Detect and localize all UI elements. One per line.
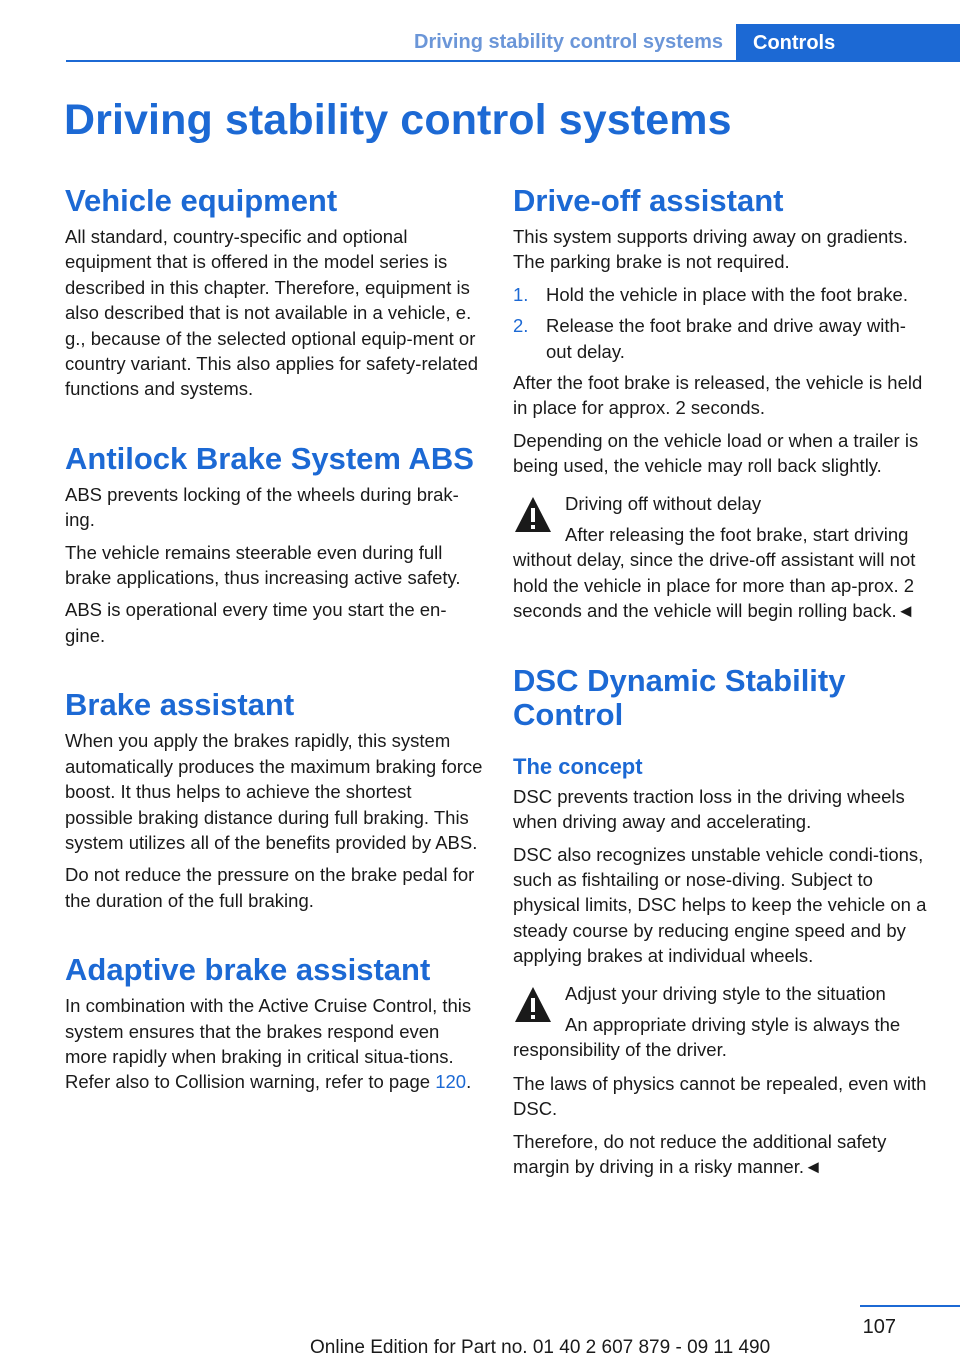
- heading-brake-assistant: Brake assistant: [65, 687, 295, 723]
- warning-drive-off: [513, 491, 931, 624]
- header-chapter-tab: Controls: [736, 24, 960, 62]
- header-section-title: Driving stability control systems: [414, 31, 723, 53]
- page-120-link[interactable]: 120: [435, 1071, 467, 1093]
- warning-triangle-icon: [513, 495, 553, 535]
- step-number: 2.: [513, 315, 529, 337]
- step-number: 1.: [513, 283, 529, 305]
- warning-text: After releasing the foot brake, start driving without delay, since the drive-off assistant will not hold the vehicle in place for more than ap-prox. 2 seconds and the vehicle will begin rolling back.◄: [513, 524, 916, 622]
- adaptive-brake-text-end: .: [466, 1071, 472, 1093]
- step-text: Release the foot brake and drive away with-out delay.: [546, 315, 906, 362]
- edition-footer: Online Edition for Part no. 01 40 2 607 879 - 09 11 490: [310, 1337, 771, 1358]
- warning-title: Adjust your driving style to the situation: [565, 982, 886, 1004]
- dsc-text-1: DSC prevents traction loss in the driving wheels when driving away and accelerating.: [513, 785, 905, 833]
- list-item: [513, 282, 931, 307]
- page-header: [66, 24, 960, 62]
- right-column: [513, 184, 931, 1186]
- heading-drive-off-assistant: Drive-off assistant: [513, 183, 784, 218]
- brake-assistant-text-2: Do not reduce the pressure on the brake pedal for the duration of the full braking.: [65, 864, 475, 911]
- warning-text: An appropriate driving style is always the responsibility of the driver.: [513, 1013, 901, 1061]
- step-text: Hold the vehicle in place with the foot brake.: [546, 283, 908, 305]
- vehicle-equipment-text: All standard, country-specific and optional equipment that is offered in the model series is described in this chapter. Therefore, equipment is also described that is not available in a vehicle, e. g., because of the selected optional equip-ment or country variant. This also applies for safety-related functions and systems.: [65, 226, 479, 400]
- footer-rule: [860, 1305, 960, 1307]
- drive-off-text-3: Depending on the vehicle load or when a trailer is being used, the vehicle may roll back slightly.: [513, 429, 919, 477]
- adaptive-brake-text-body: In combination with the Active Cruise Control, this system ensures that the brakes respond even more rapidly when braking in critical situa-tions. Refer also to Collision warning, refer to page: [65, 995, 472, 1093]
- adaptive-brake-text: [65, 993, 483, 1095]
- heading-abs: Antilock Brake System ABS: [65, 440, 474, 476]
- warning-triangle-icon: [513, 985, 553, 1025]
- dsc-text-2: DSC also recognizes unstable vehicle condi-tions, such as fishtailing or nose-diving. Subject to physical limits, DSC helps to keep the vehicle on a steady course by reducing engine speed and by applying brakes at individual wheels.: [513, 843, 927, 967]
- list-item: [513, 313, 931, 364]
- drive-off-text-1: This system supports driving away on gradients. The parking brake is not required.: [513, 226, 908, 273]
- abs-text-2: The vehicle remains steerable even during full brake applications, thus increasing active safety.: [65, 541, 461, 589]
- drive-off-steps: [513, 282, 931, 364]
- page-title: Driving stability control systems: [64, 96, 732, 144]
- warning-driving-style: [513, 981, 931, 1063]
- heading-adaptive-brake-assistant: Adaptive brake assistant: [65, 952, 431, 988]
- header-rule: [66, 60, 960, 62]
- heading-vehicle-equipment: Vehicle equipment: [65, 183, 338, 218]
- dsc-text-4: Therefore, do not reduce the additional safety margin by driving in a risky manner.◄: [513, 1130, 887, 1177]
- drive-off-text-2: After the foot brake is released, the vehicle is held in place for approx. 2 seconds.: [513, 372, 923, 419]
- left-column: [65, 184, 483, 1102]
- subheading-the-concept: The concept: [513, 753, 643, 779]
- heading-dsc: DSC Dynamic Stability Control: [513, 662, 846, 732]
- brake-assistant-text-1: When you apply the brakes rapidly, this system automatically produces the maximum braking force boost. It thus helps to achieve the shortest possible braking distance during full braking. This system utilizes all of the benefits provided by ABS.: [65, 730, 483, 853]
- page-number: 107: [862, 1316, 896, 1338]
- abs-text-1: ABS prevents locking of the wheels during brak-ing.: [65, 483, 459, 531]
- dsc-text-3: The laws of physics cannot be repealed, even with DSC.: [513, 1072, 927, 1120]
- warning-title: Driving off without delay: [565, 492, 762, 514]
- abs-text-3: ABS is operational every time you start the en-gine.: [65, 599, 447, 646]
